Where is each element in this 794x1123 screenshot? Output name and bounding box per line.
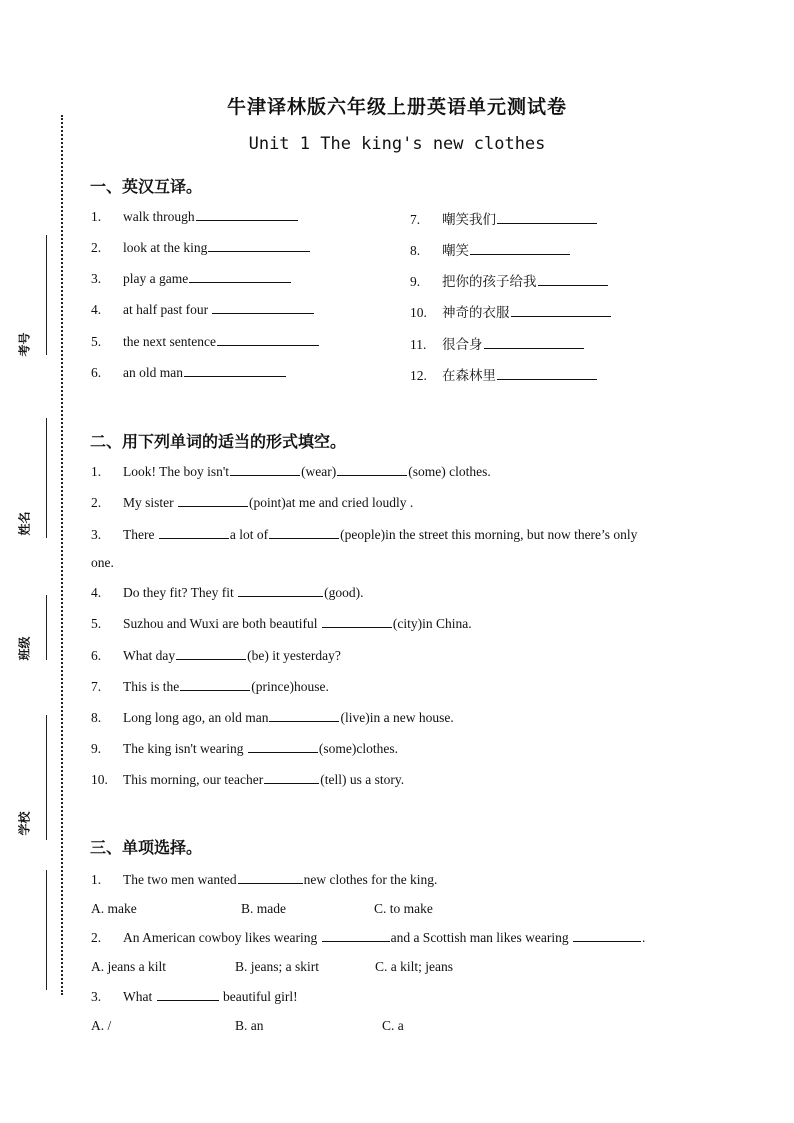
- answer-blank[interactable]: [230, 463, 300, 476]
- answer-blank[interactable]: [208, 239, 310, 252]
- answer-blank[interactable]: [264, 771, 319, 784]
- sidebar-label-exam-number: 考号: [17, 332, 32, 357]
- choice-option-a[interactable]: A. jeans a kilt: [91, 959, 166, 974]
- answer-blank[interactable]: [337, 463, 407, 476]
- sidebar-line-exam-number: [46, 235, 47, 355]
- choice-option-c[interactable]: C. to make: [374, 901, 433, 916]
- answer-blank[interactable]: [484, 336, 584, 349]
- fill-question-3-continued: one.: [91, 555, 114, 570]
- fill-question-10: 10. This morning, our teacher (tell) us a story.: [91, 772, 405, 787]
- list-item: 6. an old man: [91, 364, 287, 381]
- fill-question-9: 9. The king isn't wearing (some)clothes.: [91, 741, 399, 756]
- page-subtitle: Unit 1 The king's new clothes: [248, 134, 546, 154]
- choice-question-3: 3. What beautiful girl!: [91, 989, 298, 1004]
- choice-option-b[interactable]: B. jeans; a skirt: [235, 959, 319, 974]
- answer-blank[interactable]: [470, 242, 570, 255]
- answer-blank[interactable]: [511, 304, 611, 317]
- answer-blank[interactable]: [159, 526, 229, 539]
- choice-option-c[interactable]: C. a: [382, 1018, 404, 1033]
- answer-blank[interactable]: [212, 301, 314, 314]
- answer-blank[interactable]: [269, 709, 339, 722]
- choice-option-a[interactable]: A. /: [91, 1018, 112, 1033]
- list-item: 9. 把你的孩子给我: [410, 270, 609, 290]
- fill-question-2: 2. My sister (point)at me and cried loudly .: [91, 495, 414, 510]
- answer-blank[interactable]: [184, 364, 286, 377]
- fill-question-3: 3. There a lot of (people)in the street this morning, but now there’s only: [91, 527, 638, 542]
- list-item: 7. 嘲笑我们: [410, 208, 598, 228]
- list-item: 10. 神奇的衣服: [410, 301, 612, 321]
- choice-option-b[interactable]: B. made: [241, 901, 286, 916]
- fill-question-7: 7. This is the (prince)house.: [91, 679, 329, 694]
- section-heading-fill-in: 二、用下列单词的适当的形式填空。: [90, 434, 347, 451]
- choice-option-c[interactable]: C. a kilt; jeans: [375, 959, 453, 974]
- sidebar-label-school: 学校: [17, 811, 32, 836]
- sidebar-line-class: [46, 595, 47, 660]
- answer-blank[interactable]: [322, 929, 390, 942]
- fill-question-5: 5. Suzhou and Wuxi are both beautiful (city)in China.: [91, 616, 472, 631]
- answer-blank[interactable]: [497, 367, 597, 380]
- fill-question-8: 8. Long long ago, an old man (live)in a new house.: [91, 710, 454, 725]
- answer-blank[interactable]: [180, 678, 250, 691]
- answer-blank[interactable]: [573, 929, 641, 942]
- fill-question-1: 1. Look! The boy isn't (wear) (some) clothes.: [91, 464, 491, 479]
- binding-dashed-line: [61, 115, 63, 995]
- sidebar-line-school: [46, 715, 47, 840]
- section-heading-multiple-choice: 三、单项选择。: [90, 840, 203, 857]
- sidebar-line-name: [46, 418, 47, 538]
- fill-question-6: 6. What day (be) it yesterday?: [91, 648, 341, 663]
- list-item: 11. 很合身: [410, 333, 585, 353]
- answer-blank[interactable]: [176, 647, 246, 660]
- answer-blank[interactable]: [322, 615, 392, 628]
- page-title: 牛津译林版六年级上册英语单元测试卷: [226, 97, 567, 118]
- choice-option-a[interactable]: A. make: [91, 901, 137, 916]
- list-item: 3. play a game: [91, 270, 292, 287]
- answer-blank[interactable]: [178, 494, 248, 507]
- fill-question-4: 4. Do they fit? They fit (good).: [91, 585, 364, 600]
- answer-blank[interactable]: [157, 988, 219, 1001]
- list-item: 4. at half past four: [91, 301, 315, 318]
- answer-blank[interactable]: [269, 526, 339, 539]
- section-heading-translation: 一、英汉互译。: [90, 179, 203, 196]
- answer-blank[interactable]: [217, 333, 319, 346]
- choice-question-2: 2. An American cowboy likes wearing and a Scottish man likes wearing .: [91, 930, 646, 945]
- list-item: 2. look at the king: [91, 239, 311, 256]
- answer-blank[interactable]: [189, 270, 291, 283]
- list-item: 5. the next sentence: [91, 333, 320, 350]
- choice-question-1: 1. The two men wanted new clothes for the king.: [91, 872, 438, 887]
- answer-blank[interactable]: [238, 584, 323, 597]
- list-item: 8. 嘲笑: [410, 239, 571, 259]
- list-item: 12. 在森林里: [410, 364, 598, 384]
- list-item: 1. walk through: [91, 208, 299, 225]
- sidebar-label-name: 姓名: [17, 511, 32, 536]
- answer-blank[interactable]: [538, 273, 608, 286]
- answer-blank[interactable]: [238, 871, 303, 884]
- answer-blank[interactable]: [196, 208, 298, 221]
- sidebar-label-class: 班级: [17, 636, 32, 661]
- sidebar-line-bottom: [46, 870, 47, 990]
- answer-blank[interactable]: [497, 211, 597, 224]
- answer-blank[interactable]: [248, 740, 318, 753]
- choice-option-b[interactable]: B. an: [235, 1018, 264, 1033]
